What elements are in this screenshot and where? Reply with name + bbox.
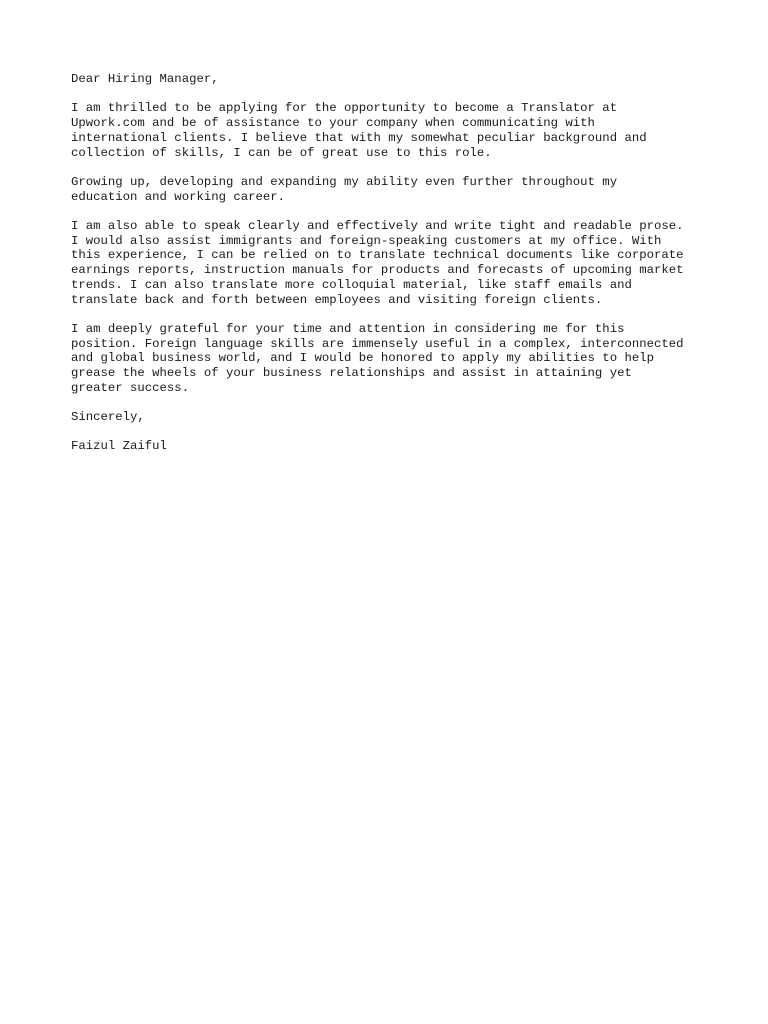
- body-line: earnings reports, instruction manuals for products and forecasts of upcoming market: [71, 263, 684, 278]
- signature: [71, 439, 731, 454]
- paragraph-background: [71, 175, 731, 204]
- body-line: international clients. I believe that with my somewhat peculiar background and: [71, 130, 647, 145]
- body-line: this experience, I can be relied on to translate technical documents like corporate: [71, 248, 684, 263]
- body-line: collection of skills, I can be of great use to this role.: [71, 145, 492, 160]
- body-line: and global business world, and I would be honored to apply my abilities to help: [71, 351, 654, 366]
- cover-letter: [71, 72, 731, 469]
- signature-name: Faizul Zaiful: [71, 439, 167, 454]
- body-line: translate back and forth between employees and visiting foreign clients.: [71, 292, 603, 307]
- body-line: grease the wheels of your business relationships and assist in attaining yet: [71, 366, 632, 380]
- body-line: Growing up, developing and expanding my ability even further throughout my: [71, 174, 618, 189]
- salutation-line: Dear Hiring Manager,: [71, 72, 219, 86]
- salutation: [71, 72, 731, 87]
- body-line: Upwork.com and be of assistance to your company when communicating with: [71, 116, 595, 131]
- body-line: position. Foreign language skills are immensely useful in a complex, interconnected: [71, 336, 684, 351]
- body-line: greater success.: [71, 380, 190, 395]
- body-line: I am deeply grateful for your time and attention in considering me for this: [71, 321, 625, 336]
- body-line: education and working career.: [71, 189, 286, 204]
- closing: [71, 410, 731, 425]
- body-line: I am also able to speak clearly and effectively and write tight and readable prose.: [71, 218, 684, 233]
- letter-body: [71, 101, 731, 395]
- paragraph-intro: [71, 101, 731, 160]
- paragraph-gratitude: [71, 322, 731, 396]
- body-line: I would also assist immigrants and foreign-speaking customers at my office. With: [71, 233, 662, 248]
- body-line: I am thrilled to be applying for the opportunity to become a Translator at: [71, 101, 618, 116]
- closing-line: Sincerely,: [71, 410, 145, 425]
- body-line: trends. I can also translate more colloquial material, like staff emails and: [71, 277, 632, 292]
- paragraph-skills: [71, 219, 731, 307]
